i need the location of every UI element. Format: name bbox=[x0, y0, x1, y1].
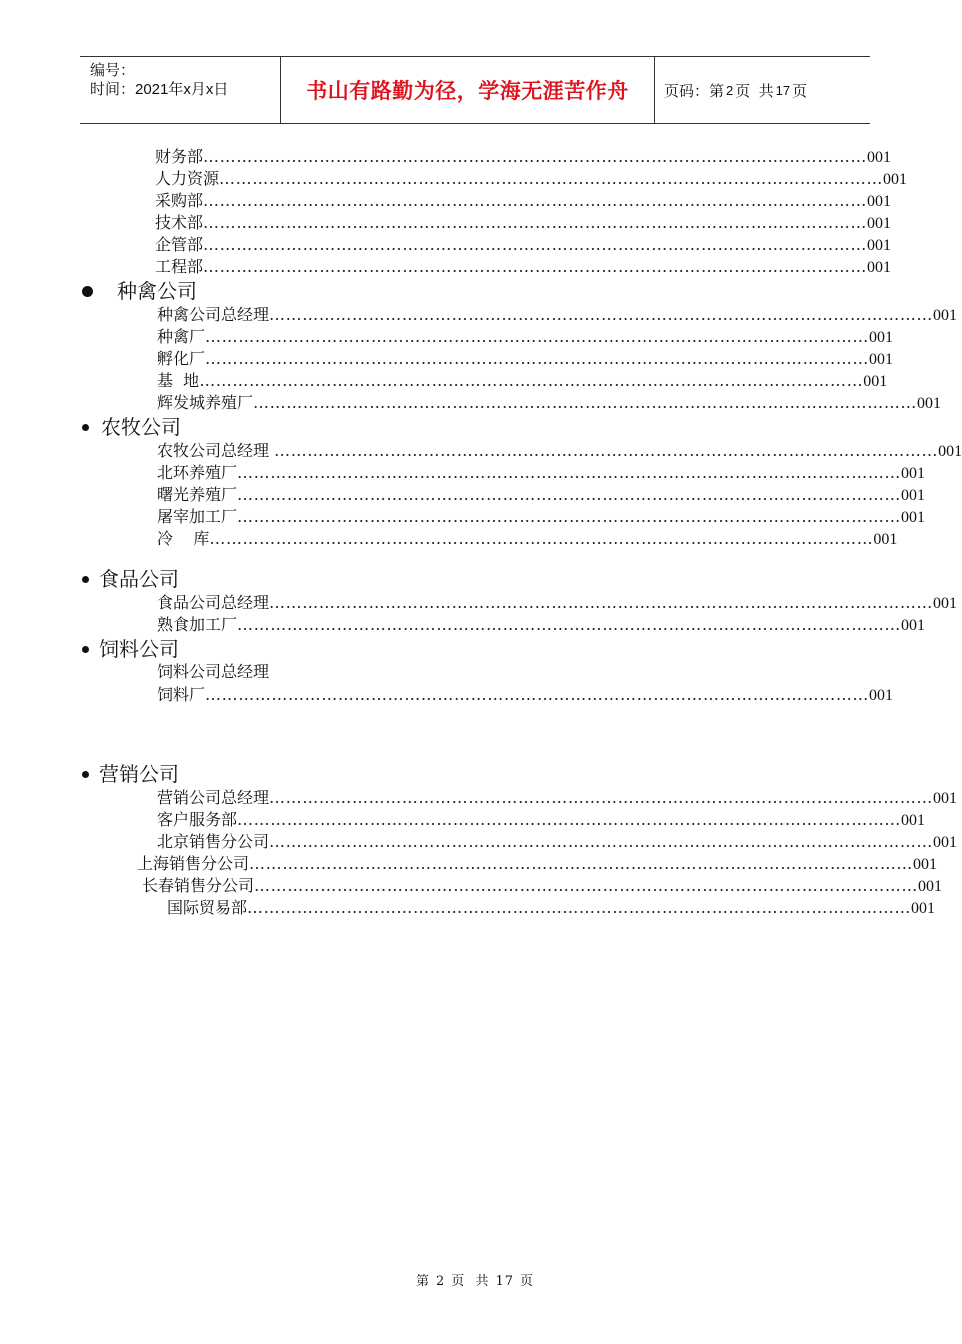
toc-entry[interactable]: 采购部 ………………………………………………………………………………………………………… 001 bbox=[155, 191, 892, 210]
toc-entry[interactable]: 客户服务部 ………………………………………………………………………………………………………… 001 bbox=[157, 810, 926, 829]
code-label: 编号： bbox=[90, 62, 136, 79]
toc-entry[interactable]: 屠宰加工厂 ………………………………………………………………………………………………………… 001 bbox=[157, 507, 926, 526]
section-heading[interactable]: 农牧公司 bbox=[82, 415, 181, 439]
header-meta bbox=[90, 61, 228, 99]
toc-entry[interactable]: 熟食加工厂 ………………………………………………………………………………………………………… 001 bbox=[157, 615, 926, 634]
header-page-number bbox=[664, 57, 807, 123]
bullet-icon bbox=[82, 576, 89, 583]
toc-entry[interactable]: 财务部 ………………………………………………………………………………………………………… 001 bbox=[155, 147, 892, 166]
toc-entry[interactable]: 辉发城养殖厂 ………………………………………………………………………………………………………… 001 bbox=[157, 393, 942, 412]
section-heading[interactable]: 食品公司 bbox=[82, 567, 179, 591]
toc-entry[interactable]: 人力资源 ………………………………………………………………………………………………………… 001 bbox=[155, 169, 908, 188]
footer-total-pages: 17 bbox=[495, 1274, 515, 1289]
page-total: 17 bbox=[775, 82, 791, 98]
toc-entry[interactable]: 北环养殖厂 ………………………………………………………………………………………………………… 001 bbox=[157, 463, 926, 482]
time-label: 时间：2021年x月x日 bbox=[90, 81, 229, 98]
toc-entry[interactable]: 冷 库 ………………………………………………………………………………………………………… 001 bbox=[157, 529, 898, 548]
toc-entry[interactable]: 北京销售分公司 ………………………………………………………………………………………………………… 001 bbox=[157, 832, 958, 851]
footer-current-page: 2 bbox=[435, 1274, 446, 1289]
toc-entry[interactable]: 企管部 ………………………………………………………………………………………………………… 001 bbox=[155, 235, 892, 254]
toc-entry[interactable]: 种禽公司总经理 ………………………………………………………………………………………………………… 001 bbox=[157, 305, 958, 324]
toc-entry[interactable]: 种禽厂 ………………………………………………………………………………………………………… 001 bbox=[157, 327, 894, 346]
toc-entry[interactable]: 孵化厂 ………………………………………………………………………………………………………… 001 bbox=[157, 349, 894, 368]
toc-entry[interactable]: 曙光养殖厂 ………………………………………………………………………………………………………… 001 bbox=[157, 485, 926, 504]
page-mid: 页 共 bbox=[735, 82, 774, 100]
toc-entry[interactable]: 工程部 ………………………………………………………………………………………………………… 001 bbox=[155, 257, 892, 276]
bullet-icon bbox=[82, 771, 89, 778]
toc-entry[interactable]: 营销公司总经理 ………………………………………………………………………………………………………… 001 bbox=[157, 788, 958, 807]
toc-entry[interactable]: 技术部 ………………………………………………………………………………………………………… 001 bbox=[155, 213, 892, 232]
toc-entry[interactable]: 农牧公司总经理 ………………………………………………………………………………………………………… 001 bbox=[157, 441, 962, 460]
toc-entry[interactable]: 长春销售分公司 ………………………………………………………………………………………………………… 001 bbox=[142, 876, 943, 895]
section-heading[interactable]: 饲料公司 bbox=[82, 637, 179, 661]
page-suffix: 页 bbox=[792, 82, 808, 100]
toc-entry[interactable]: 饲料公司总经理 bbox=[157, 662, 270, 681]
header-divider bbox=[654, 57, 655, 123]
page-current: 2 bbox=[726, 82, 734, 98]
bullet-icon bbox=[82, 646, 89, 653]
page-prefix: 页码：第 bbox=[664, 82, 725, 100]
bullet-icon bbox=[82, 424, 89, 431]
header-motto: 书山有路勤为径，学海无涯苦作舟 bbox=[306, 79, 629, 103]
toc-entry[interactable]: 食品公司总经理 ………………………………………………………………………………………………………… 001 bbox=[157, 593, 958, 612]
toc-entry[interactable]: 上海销售分公司 ………………………………………………………………………………………………………… 001 bbox=[137, 854, 938, 873]
section-heading[interactable]: 种禽公司 bbox=[82, 279, 197, 303]
page-header bbox=[80, 56, 870, 124]
page-footer: 第 2 页 共 17 页 bbox=[415, 1274, 535, 1289]
toc-entry[interactable]: 基 地 ………………………………………………………………………………………………………… 001 bbox=[157, 371, 888, 390]
toc-entry[interactable]: 国际贸易部 ………………………………………………………………………………………………………… 001 bbox=[167, 898, 936, 917]
section-heading[interactable]: 营销公司 bbox=[82, 762, 179, 786]
bullet-icon bbox=[82, 286, 93, 297]
toc-entry[interactable]: 饲料厂 ………………………………………………………………………………………………………… 001 bbox=[157, 685, 894, 704]
